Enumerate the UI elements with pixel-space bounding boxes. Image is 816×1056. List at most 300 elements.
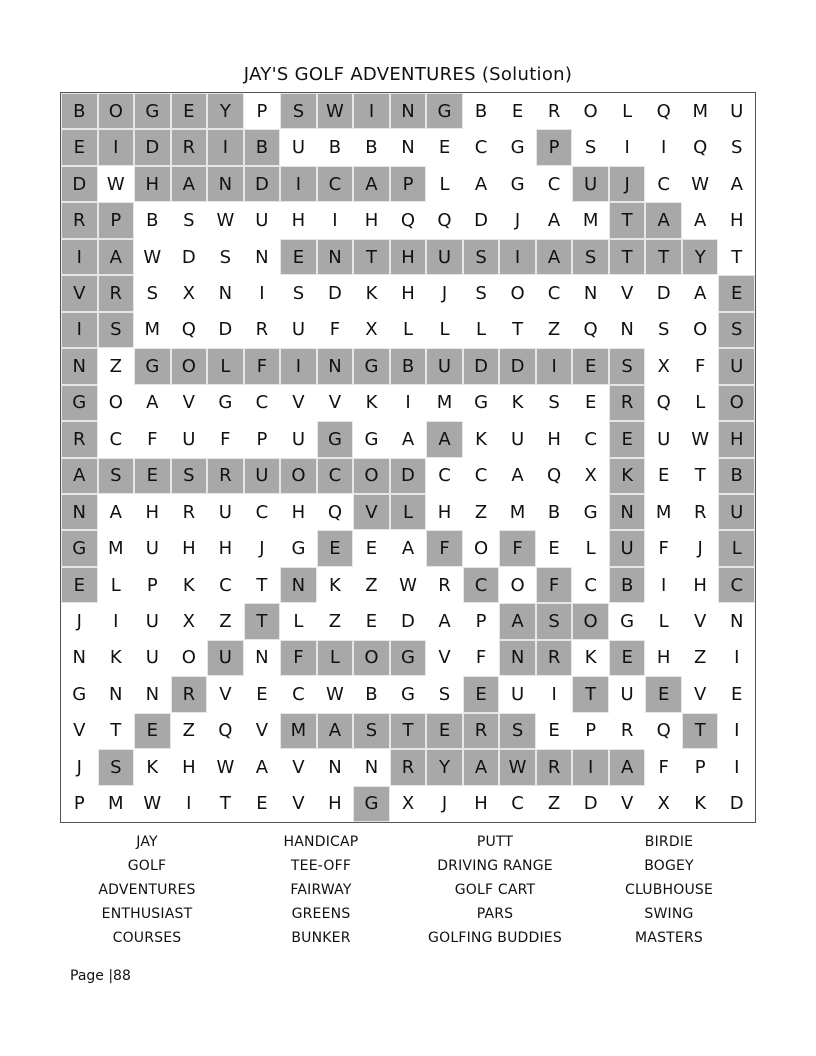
grid-cell: I: [734, 720, 740, 742]
grid-cell-highlighted: P: [98, 202, 135, 238]
grid-cell: A: [730, 173, 743, 195]
grid-cell-highlighted: E: [718, 275, 755, 311]
grid-cell: Q: [181, 319, 196, 341]
grid-cell: V: [292, 793, 305, 815]
grid-cell: X: [365, 319, 378, 341]
grid-cell-highlighted: P: [390, 166, 427, 202]
grid-cell-highlighted: V: [61, 275, 98, 311]
grid-cell: G: [510, 137, 525, 159]
grid-cell: K: [109, 647, 122, 669]
grid-cell-highlighted: C: [718, 567, 755, 603]
grid-cell: L: [695, 392, 706, 414]
grid-cell: P: [475, 611, 487, 633]
grid-cell-highlighted: U: [718, 494, 755, 530]
grid-cell-highlighted: D: [390, 458, 427, 494]
grid-cell-highlighted: Y: [682, 239, 719, 275]
grid-cell: L: [476, 319, 487, 341]
grid-cell-highlighted: D: [134, 129, 171, 165]
grid-cell: H: [693, 574, 707, 596]
grid-cell-highlighted: O: [572, 603, 609, 639]
grid-cell: J: [697, 538, 703, 560]
word-list-item: PUTT: [476, 834, 514, 850]
grid-cell: B: [365, 137, 378, 159]
grid-cell-highlighted: B: [244, 129, 281, 165]
grid-cell: I: [405, 392, 411, 414]
grid-cell-highlighted: E: [317, 530, 354, 566]
grid-cell: H: [218, 538, 233, 560]
grid-cell-highlighted: C: [317, 458, 354, 494]
grid-cell: U: [218, 501, 232, 523]
grid-cell-highlighted: R: [609, 385, 646, 421]
grid-cell: I: [734, 647, 740, 669]
grid-cell-highlighted: A: [426, 421, 463, 457]
grid-cell-highlighted: R: [61, 202, 98, 238]
grid-cell-highlighted: A: [463, 749, 500, 785]
grid-cell-highlighted: A: [499, 603, 536, 639]
grid-cell: B: [474, 100, 488, 122]
grid-cell: W: [691, 173, 710, 195]
grid-cell-highlighted: G: [390, 640, 427, 676]
grid-cell: A: [694, 210, 707, 232]
grid-cell: G: [474, 392, 489, 414]
grid-cell: C: [547, 282, 561, 304]
grid-cell: C: [584, 574, 597, 596]
grid-cell-highlighted: S: [98, 312, 135, 348]
grid-cell-highlighted: I: [499, 239, 536, 275]
grid-cell: K: [584, 647, 597, 669]
grid-cell: N: [364, 756, 379, 778]
grid-cell: L: [658, 611, 669, 633]
grid-cell: G: [72, 683, 87, 705]
grid-cell: O: [583, 100, 598, 122]
grid-cell-highlighted: B: [61, 93, 98, 129]
grid-cell-highlighted: U: [718, 348, 755, 384]
grid-cell: N: [730, 611, 744, 633]
grid-cell-highlighted: S: [353, 713, 390, 749]
grid-cell: Z: [219, 611, 232, 633]
grid-cell: K: [182, 574, 195, 596]
grid-cell: J: [441, 282, 448, 304]
grid-cell: Q: [693, 137, 708, 159]
grid-cell: R: [620, 720, 634, 742]
grid-cell: X: [584, 465, 597, 487]
grid-cell: B: [328, 137, 342, 159]
grid-cell-highlighted: O: [280, 458, 317, 494]
grid-cell: X: [657, 793, 670, 815]
grid-cell-highlighted: N: [280, 567, 317, 603]
grid-cell: N: [401, 137, 415, 159]
grid-cell-highlighted: S: [609, 348, 646, 384]
grid-cell-highlighted: S: [718, 312, 755, 348]
grid-cell-highlighted: A: [536, 239, 573, 275]
page-number: Page |88: [70, 968, 131, 984]
grid-cell: V: [182, 392, 195, 414]
grid-cell-highlighted: D: [463, 348, 500, 384]
grid-cell: C: [474, 137, 488, 159]
grid-cell: J: [76, 756, 82, 778]
grid-cell-highlighted: F: [536, 567, 573, 603]
grid-cell: U: [291, 319, 305, 341]
grid-cell-highlighted: U: [609, 530, 646, 566]
grid-cell: U: [510, 428, 525, 450]
word-list-item: SWING: [644, 906, 694, 922]
grid-cell-highlighted: G: [61, 530, 98, 566]
grid-cell: N: [620, 319, 634, 341]
grid-cell: U: [510, 683, 525, 705]
grid-cell-highlighted: F: [426, 530, 463, 566]
grid-cell: L: [293, 611, 304, 633]
grid-cell: O: [510, 282, 525, 304]
grid-cell: B: [547, 501, 561, 523]
grid-cell: A: [511, 465, 524, 487]
grid-cell: E: [256, 793, 268, 815]
grid-cell-highlighted: V: [353, 494, 390, 530]
grid-cell-highlighted: Y: [426, 749, 463, 785]
grid-cell: D: [729, 793, 744, 815]
grid-cell: T: [512, 319, 524, 341]
grid-cell: H: [364, 210, 379, 232]
grid-cell: C: [584, 428, 597, 450]
grid-cell: M: [509, 501, 526, 523]
grid-cell-highlighted: S: [280, 93, 317, 129]
grid-cell-highlighted: S: [499, 713, 536, 749]
grid-cell: A: [401, 428, 415, 450]
grid-cell: B: [365, 683, 378, 705]
grid-cell-highlighted: R: [207, 458, 244, 494]
grid-cell-highlighted: E: [61, 567, 98, 603]
grid-cell: N: [328, 756, 342, 778]
grid-cell: L: [110, 574, 121, 596]
grid-cell: Q: [583, 319, 598, 341]
grid-cell-highlighted: O: [718, 385, 755, 421]
grid-cell: V: [694, 611, 707, 633]
grid-cell-highlighted: N: [317, 348, 354, 384]
grid-cell: N: [583, 282, 598, 304]
grid-cell-highlighted: G: [134, 348, 171, 384]
grid-cell: M: [582, 210, 599, 232]
grid-cell: V: [694, 683, 707, 705]
grid-cell-highlighted: Y: [207, 93, 244, 129]
grid-cell: M: [655, 501, 672, 523]
grid-cell: H: [474, 793, 488, 815]
grid-cell-highlighted: D: [244, 166, 281, 202]
grid-cell: P: [73, 793, 85, 815]
grid-cell-highlighted: S: [463, 239, 500, 275]
grid-cell: C: [438, 465, 451, 487]
word-list: [60, 832, 756, 949]
grid-cell-highlighted: O: [353, 458, 390, 494]
grid-cell-highlighted: N: [499, 640, 536, 676]
word-list-item: MASTERS: [635, 930, 703, 946]
grid-cell: N: [109, 683, 123, 705]
grid-cell: Z: [328, 611, 342, 633]
grid-cell-highlighted: R: [171, 129, 208, 165]
grid-cell: H: [437, 501, 452, 523]
grid-cell: M: [108, 793, 124, 815]
grid-cell: U: [255, 210, 269, 232]
grid-cell: H: [145, 501, 160, 523]
grid-cell-highlighted: O: [171, 348, 208, 384]
grid-cell: I: [661, 137, 667, 159]
grid-cell-highlighted: N: [609, 494, 646, 530]
grid-cell: U: [620, 683, 634, 705]
grid-cell: G: [218, 392, 233, 414]
grid-cell: L: [439, 173, 450, 195]
grid-cell: V: [620, 282, 634, 304]
grid-cell: X: [401, 793, 415, 815]
grid-cell-highlighted: R: [536, 749, 573, 785]
grid-cell: U: [145, 647, 159, 669]
grid-cell: D: [181, 246, 196, 268]
grid-cell-highlighted: E: [61, 129, 98, 165]
grid-cell: S: [219, 246, 232, 268]
grid-cell-highlighted: P: [536, 129, 573, 165]
grid-cell: T: [694, 465, 706, 487]
grid-cell-highlighted: E: [463, 676, 500, 712]
grid-cell: F: [329, 319, 341, 341]
grid-cell: C: [255, 392, 269, 414]
grid-cell: G: [583, 501, 598, 523]
grid-cell: K: [329, 574, 341, 596]
word-list-item: BUNKER: [291, 930, 351, 946]
word-list-item: BIRDIE: [644, 834, 694, 850]
grid-cell: S: [657, 319, 670, 341]
grid-cell: P: [694, 756, 706, 778]
grid-cell: C: [547, 173, 561, 195]
grid-cell: W: [691, 428, 710, 450]
grid-cell-highlighted: R: [171, 676, 208, 712]
grid-cell: U: [145, 611, 159, 633]
grid-cell: T: [219, 793, 231, 815]
grid-cell: T: [731, 246, 743, 268]
grid-cell-highlighted: G: [317, 421, 354, 457]
grid-cell: D: [583, 793, 598, 815]
grid-cell-highlighted: J: [609, 166, 646, 202]
grid-cell-highlighted: I: [61, 312, 98, 348]
grid-cell: I: [734, 756, 740, 778]
grid-cell-highlighted: T: [244, 603, 281, 639]
grid-cell: Z: [547, 319, 561, 341]
grid-cell: A: [547, 210, 561, 232]
grid-cell-highlighted: S: [536, 603, 573, 639]
word-list-item: PARS: [476, 906, 514, 922]
grid-cell: Q: [656, 392, 671, 414]
grid-cell-highlighted: G: [134, 93, 171, 129]
grid-cell: K: [475, 428, 487, 450]
grid-cell-highlighted: R: [61, 421, 98, 457]
grid-cell: Q: [656, 720, 671, 742]
grid-cell-highlighted: E: [609, 640, 646, 676]
grid-cell-highlighted: A: [645, 202, 682, 238]
grid-cell: G: [620, 611, 635, 633]
grid-cell-highlighted: U: [572, 166, 609, 202]
grid-cell: H: [291, 210, 306, 232]
grid-cell: Q: [437, 210, 452, 232]
grid-cell: X: [657, 355, 670, 377]
grid-cell: N: [255, 647, 269, 669]
grid-cell-highlighted: E: [572, 348, 609, 384]
grid-cell-highlighted: T: [645, 239, 682, 275]
grid-cell: S: [292, 282, 305, 304]
grid-cell-highlighted: T: [609, 202, 646, 238]
grid-cell: X: [182, 282, 195, 304]
grid-cell-highlighted: S: [98, 749, 135, 785]
grid-cell: W: [143, 246, 162, 268]
grid-cell: W: [106, 173, 125, 195]
grid-cell: L: [585, 538, 596, 560]
grid-cell-highlighted: N: [390, 93, 427, 129]
grid-cell-highlighted: E: [426, 713, 463, 749]
word-list-item: GREENS: [291, 906, 351, 922]
grid-cell: G: [401, 683, 415, 705]
grid-cell-highlighted: I: [536, 348, 573, 384]
grid-cell: R: [547, 100, 561, 122]
grid-cell: I: [661, 574, 667, 596]
grid-cell: K: [146, 756, 159, 778]
grid-cell: E: [584, 392, 597, 414]
grid-cell-highlighted: I: [280, 348, 317, 384]
grid-cell: I: [332, 210, 338, 232]
grid-cell: L: [622, 100, 633, 122]
grid-cell: F: [147, 428, 158, 450]
grid-cell: N: [145, 683, 160, 705]
grid-cell: Z: [182, 720, 195, 742]
grid-cell: E: [365, 538, 378, 560]
grid-cell: I: [259, 282, 265, 304]
grid-cell-highlighted: H: [134, 166, 171, 202]
grid-cell: W: [216, 756, 235, 778]
grid-cell: I: [551, 683, 557, 705]
word-search-grid: [60, 92, 756, 823]
grid-cell: A: [474, 173, 488, 195]
grid-cell-highlighted: N: [61, 348, 98, 384]
grid-cell-highlighted: E: [609, 421, 646, 457]
grid-cell: P: [585, 720, 597, 742]
grid-cell: O: [108, 392, 123, 414]
grid-cell: E: [657, 465, 670, 487]
word-list-item: CLUBHOUSE: [624, 882, 714, 898]
grid-cell-highlighted: N: [61, 494, 98, 530]
grid-cell: E: [511, 100, 524, 122]
grid-cell: V: [328, 392, 342, 414]
puzzle-title: JAY'S GOLF ADVENTURES (Solution): [243, 64, 573, 85]
grid-cell: V: [438, 647, 451, 669]
grid-cell: E: [256, 683, 268, 705]
grid-cell-highlighted: W: [317, 93, 354, 129]
grid-cell-highlighted: K: [609, 458, 646, 494]
grid-cell-highlighted: D: [61, 166, 98, 202]
grid-cell: M: [144, 319, 161, 341]
grid-cell-highlighted: R: [463, 713, 500, 749]
grid-cell: K: [511, 392, 524, 414]
grid-cell: I: [624, 137, 630, 159]
grid-cell: S: [475, 282, 487, 304]
grid-cell: V: [255, 720, 269, 742]
grid-cell: A: [109, 501, 122, 523]
grid-cell: J: [514, 210, 521, 232]
grid-cell: T: [110, 720, 122, 742]
grid-cell: A: [438, 611, 451, 633]
word-list-item: JAY: [136, 834, 158, 850]
grid-cell: R: [182, 501, 196, 523]
grid-cell-highlighted: F: [499, 530, 536, 566]
grid-cell: W: [326, 683, 344, 705]
grid-cell-highlighted: H: [718, 421, 755, 457]
grid-cell: F: [695, 355, 706, 377]
grid-cell-highlighted: I: [353, 93, 390, 129]
grid-cell: S: [548, 392, 560, 414]
grid-cell: R: [255, 319, 269, 341]
grid-cell: E: [548, 720, 560, 742]
grid-cell-highlighted: T: [353, 239, 390, 275]
grid-cell: C: [255, 501, 269, 523]
word-list-item: GOLF: [127, 858, 167, 874]
word-list-item: GOLFING BUDDIES: [428, 930, 562, 946]
grid-cell: Z: [109, 355, 122, 377]
grid-cell-highlighted: E: [171, 93, 208, 129]
grid-cell: Z: [474, 501, 488, 523]
grid-cell: S: [438, 683, 451, 705]
grid-cell: C: [511, 793, 524, 815]
grid-cell: F: [658, 538, 669, 560]
grid-cell: F: [475, 647, 487, 669]
grid-cell: E: [365, 611, 378, 633]
word-list-item: TEE-OFF: [290, 858, 352, 874]
grid-cell-highlighted: T: [682, 713, 719, 749]
grid-cell-highlighted: U: [426, 239, 463, 275]
grid-cell-highlighted: M: [280, 713, 317, 749]
grid-cell: I: [113, 611, 119, 633]
grid-cell: H: [291, 501, 306, 523]
grid-cell-highlighted: I: [572, 749, 609, 785]
grid-cell-highlighted: R: [98, 275, 135, 311]
grid-cell-highlighted: I: [280, 166, 317, 202]
grid-cell: H: [729, 210, 744, 232]
grid-cell-highlighted: A: [609, 749, 646, 785]
grid-cell: L: [439, 319, 450, 341]
grid-cell: A: [401, 538, 415, 560]
grid-cell-highlighted: E: [134, 713, 171, 749]
grid-cell: G: [510, 173, 525, 195]
grid-cell: C: [474, 465, 488, 487]
grid-cell-highlighted: N: [317, 239, 354, 275]
grid-cell-highlighted: B: [609, 567, 646, 603]
grid-cell: H: [182, 538, 196, 560]
grid-cell: P: [146, 574, 158, 596]
grid-cell: M: [692, 100, 708, 122]
grid-cell: H: [328, 793, 342, 815]
grid-cell: R: [693, 501, 707, 523]
grid-cell-highlighted: B: [718, 458, 755, 494]
grid-cell-highlighted: G: [426, 93, 463, 129]
grid-cell-highlighted: A: [171, 166, 208, 202]
grid-cell-highlighted: R: [390, 749, 427, 785]
grid-cell: O: [473, 538, 489, 560]
grid-cell-highlighted: U: [207, 640, 244, 676]
grid-cell: A: [694, 282, 707, 304]
grid-cell: H: [401, 282, 415, 304]
grid-cell: Z: [365, 574, 378, 596]
grid-cell: Q: [400, 210, 416, 232]
grid-cell-highlighted: U: [426, 348, 463, 384]
grid-cell: K: [365, 392, 378, 414]
grid-cell-highlighted: S: [98, 458, 135, 494]
grid-cell: Q: [656, 100, 671, 122]
grid-cell: D: [656, 282, 671, 304]
grid-cell: U: [291, 428, 305, 450]
grid-cell: U: [182, 428, 196, 450]
grid-cell: H: [182, 756, 196, 778]
